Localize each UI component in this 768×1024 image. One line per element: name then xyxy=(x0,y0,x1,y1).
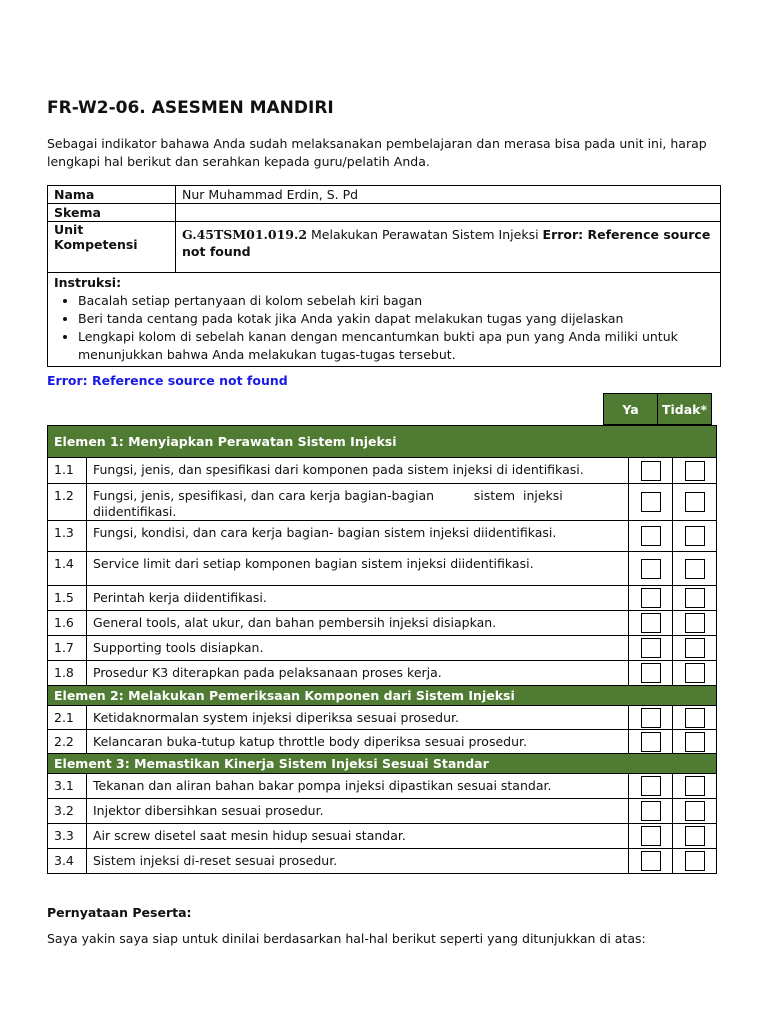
tidak-checkbox[interactable] xyxy=(685,526,705,546)
item-text: Ketidaknormalan system injeksi diperiksa sesuai prosedur. xyxy=(87,706,629,730)
element-3-header: Element 3: Memastikan Kinerja Sistem Injeksi Sesuai Standar xyxy=(48,754,717,774)
ya-checkbox-cell xyxy=(629,661,673,686)
item-text: Service limit dari setiap komponen bagian sistem injeksi diidentifikasi. xyxy=(87,552,629,586)
ya-checkbox[interactable] xyxy=(641,559,661,579)
instruction-item: • Beri tanda centang pada kotak jika Anda yakin dapat melakukan tugas yang dijelaskan xyxy=(78,310,714,328)
statement-text: Saya yakin saya siap untuk dinilai berdasarkan hal-hal berikut seperti yang ditunjukkan di atas: xyxy=(47,931,646,946)
ya-checkbox[interactable] xyxy=(641,801,661,821)
item-number: 1.7 xyxy=(48,636,87,661)
ya-checkbox-cell xyxy=(629,849,673,874)
ya-checkbox-cell xyxy=(629,484,673,521)
tidak-checkbox-cell xyxy=(673,849,717,874)
ya-checkbox-cell xyxy=(629,799,673,824)
ya-checkbox[interactable] xyxy=(641,492,661,512)
ya-tidak-header xyxy=(603,393,712,425)
tidak-checkbox[interactable] xyxy=(685,776,705,796)
ya-checkbox[interactable] xyxy=(641,461,661,481)
item-number: 1.6 xyxy=(48,611,87,636)
ya-checkbox-cell xyxy=(629,636,673,661)
item-number: 3.2 xyxy=(48,799,87,824)
item-number: 3.3 xyxy=(48,824,87,849)
tidak-checkbox[interactable] xyxy=(685,732,705,752)
item-number: 2.2 xyxy=(48,730,87,754)
item-text: Fungsi, jenis, dan spesifikasi dari komponen pada sistem injeksi di identifikasi. xyxy=(87,458,629,484)
instruksi-label: Instruksi: xyxy=(54,275,122,290)
item-number: 1.3 xyxy=(48,521,87,552)
unit-name: Melakukan Perawatan Sistem Injeksi xyxy=(311,227,539,242)
page-title: FR-W2-06. ASESMEN MANDIRI xyxy=(47,98,334,118)
ya-checkbox-cell xyxy=(629,552,673,586)
tidak-checkbox-cell xyxy=(673,799,717,824)
unit-label: Unit Kompetensi xyxy=(48,222,176,273)
element-1-header: Elemen 1: Menyiapkan Perawatan Sistem Injeksi xyxy=(48,426,717,458)
tidak-checkbox-cell xyxy=(673,458,717,484)
tidak-checkbox[interactable] xyxy=(685,638,705,658)
item-text: Fungsi, jenis, spesifikasi, dan cara kerja bagian-bagian sistem injeksi diidentifikasi. xyxy=(87,484,629,521)
tidak-checkbox[interactable] xyxy=(685,492,705,512)
element-2-header: Elemen 2: Melakukan Pemeriksaan Komponen dari Sistem Injeksi xyxy=(48,686,717,706)
skema-value xyxy=(176,204,721,222)
ya-checkbox[interactable] xyxy=(641,776,661,796)
ya-checkbox[interactable] xyxy=(641,638,661,658)
tidak-checkbox[interactable] xyxy=(685,851,705,871)
item-text: Sistem injeksi di-reset sesuai prosedur. xyxy=(87,849,629,874)
ya-checkbox[interactable] xyxy=(641,663,661,683)
item-text: General tools, alat ukur, dan bahan pembersih injeksi disiapkan. xyxy=(87,611,629,636)
unit-code: G.45TSM01.019.2 xyxy=(182,227,308,242)
instruction-item: • Bacalah setiap pertanyaan di kolom sebelah kiri bagan xyxy=(78,292,714,310)
tidak-checkbox-cell xyxy=(673,774,717,799)
ya-checkbox-cell xyxy=(629,706,673,730)
item-text: Prosedur K3 diterapkan pada pelaksanaan proses kerja. xyxy=(87,661,629,686)
instruction-item: • Lengkapi kolom di sebelah kanan dengan mencantumkan bukti apa pun yang Anda miliki untuk menunjukkan bahwa Anda melakukan tugas-tugas tersebut. xyxy=(78,328,714,364)
item-number: 1.8 xyxy=(48,661,87,686)
tidak-checkbox[interactable] xyxy=(685,826,705,846)
tidak-checkbox[interactable] xyxy=(685,588,705,608)
tidak-checkbox[interactable] xyxy=(685,708,705,728)
ya-checkbox-cell xyxy=(629,586,673,611)
tidak-checkbox-cell xyxy=(673,730,717,754)
item-text: Perintah kerja diidentifikasi. xyxy=(87,586,629,611)
skema-label: Skema xyxy=(48,204,176,222)
ya-checkbox[interactable] xyxy=(641,613,661,633)
nama-label: Nama xyxy=(48,186,176,204)
ya-checkbox[interactable] xyxy=(641,588,661,608)
instructions-cell xyxy=(48,273,721,367)
item-text: Supporting tools disiapkan. xyxy=(87,636,629,661)
tidak-checkbox-cell xyxy=(673,484,717,521)
ya-checkbox-cell xyxy=(629,458,673,484)
item-text: Air screw disetel saat mesin hidup sesuai standar. xyxy=(87,824,629,849)
item-text: Fungsi, kondisi, dan cara kerja bagian- bagian sistem injeksi diidentifikasi. xyxy=(87,521,629,552)
instructions-list xyxy=(54,292,714,366)
tidak-checkbox-cell xyxy=(673,521,717,552)
tidak-checkbox-cell xyxy=(673,636,717,661)
tidak-checkbox[interactable] xyxy=(685,801,705,821)
ya-checkbox[interactable] xyxy=(641,526,661,546)
ya-checkbox-cell xyxy=(629,611,673,636)
item-number: 1.2 xyxy=(48,484,87,521)
ya-column-header: Ya xyxy=(604,394,658,425)
tidak-checkbox[interactable] xyxy=(685,461,705,481)
item-number: 3.4 xyxy=(48,849,87,874)
tidak-checkbox-cell xyxy=(673,611,717,636)
ya-checkbox[interactable] xyxy=(641,732,661,752)
item-number: 1.1 xyxy=(48,458,87,484)
ya-checkbox-cell xyxy=(629,824,673,849)
ya-checkbox[interactable] xyxy=(641,826,661,846)
nama-value: Nur Muhammad Erdin, S. Pd xyxy=(176,186,721,204)
tidak-checkbox-cell xyxy=(673,824,717,849)
ya-checkbox-cell xyxy=(629,774,673,799)
tidak-checkbox[interactable] xyxy=(685,613,705,633)
ya-checkbox-cell xyxy=(629,730,673,754)
ya-checkbox[interactable] xyxy=(641,851,661,871)
item-text: Tekanan dan aliran bahan bakar pompa injeksi dipastikan sesuai standar. xyxy=(87,774,629,799)
item-text: Kelancaran buka-tutup katup throttle body diperiksa sesuai prosedur. xyxy=(87,730,629,754)
tidak-checkbox-cell xyxy=(673,586,717,611)
ya-checkbox[interactable] xyxy=(641,708,661,728)
item-number: 3.1 xyxy=(48,774,87,799)
tidak-column-header: Tidak* xyxy=(658,394,712,425)
unit-error: Error: Reference source not found xyxy=(182,227,711,259)
tidak-checkbox[interactable] xyxy=(685,559,705,579)
item-number: 2.1 xyxy=(48,706,87,730)
item-number: 1.5 xyxy=(48,586,87,611)
ya-checkbox-cell xyxy=(629,521,673,552)
tidak-checkbox-cell xyxy=(673,552,717,586)
unit-value xyxy=(176,222,721,273)
statement-title: Pernyataan Peserta: xyxy=(47,905,192,920)
error-reference: Error: Reference source not found xyxy=(47,373,288,388)
tidak-checkbox-cell xyxy=(673,661,717,686)
tidak-checkbox-cell xyxy=(673,706,717,730)
checklist-table xyxy=(47,425,717,874)
item-text: Injektor dibersihkan sesuai prosedur. xyxy=(87,799,629,824)
intro-text: Sebagai indikator bahawa Anda sudah melaksanakan pembelajaran dan merasa bisa pada unit ini, harap lengkapi hal berikut dan serahkan kepada guru/pelatih Anda. xyxy=(47,136,707,169)
info-table xyxy=(47,185,721,367)
item-number: 1.4 xyxy=(48,552,87,586)
tidak-checkbox[interactable] xyxy=(685,663,705,683)
